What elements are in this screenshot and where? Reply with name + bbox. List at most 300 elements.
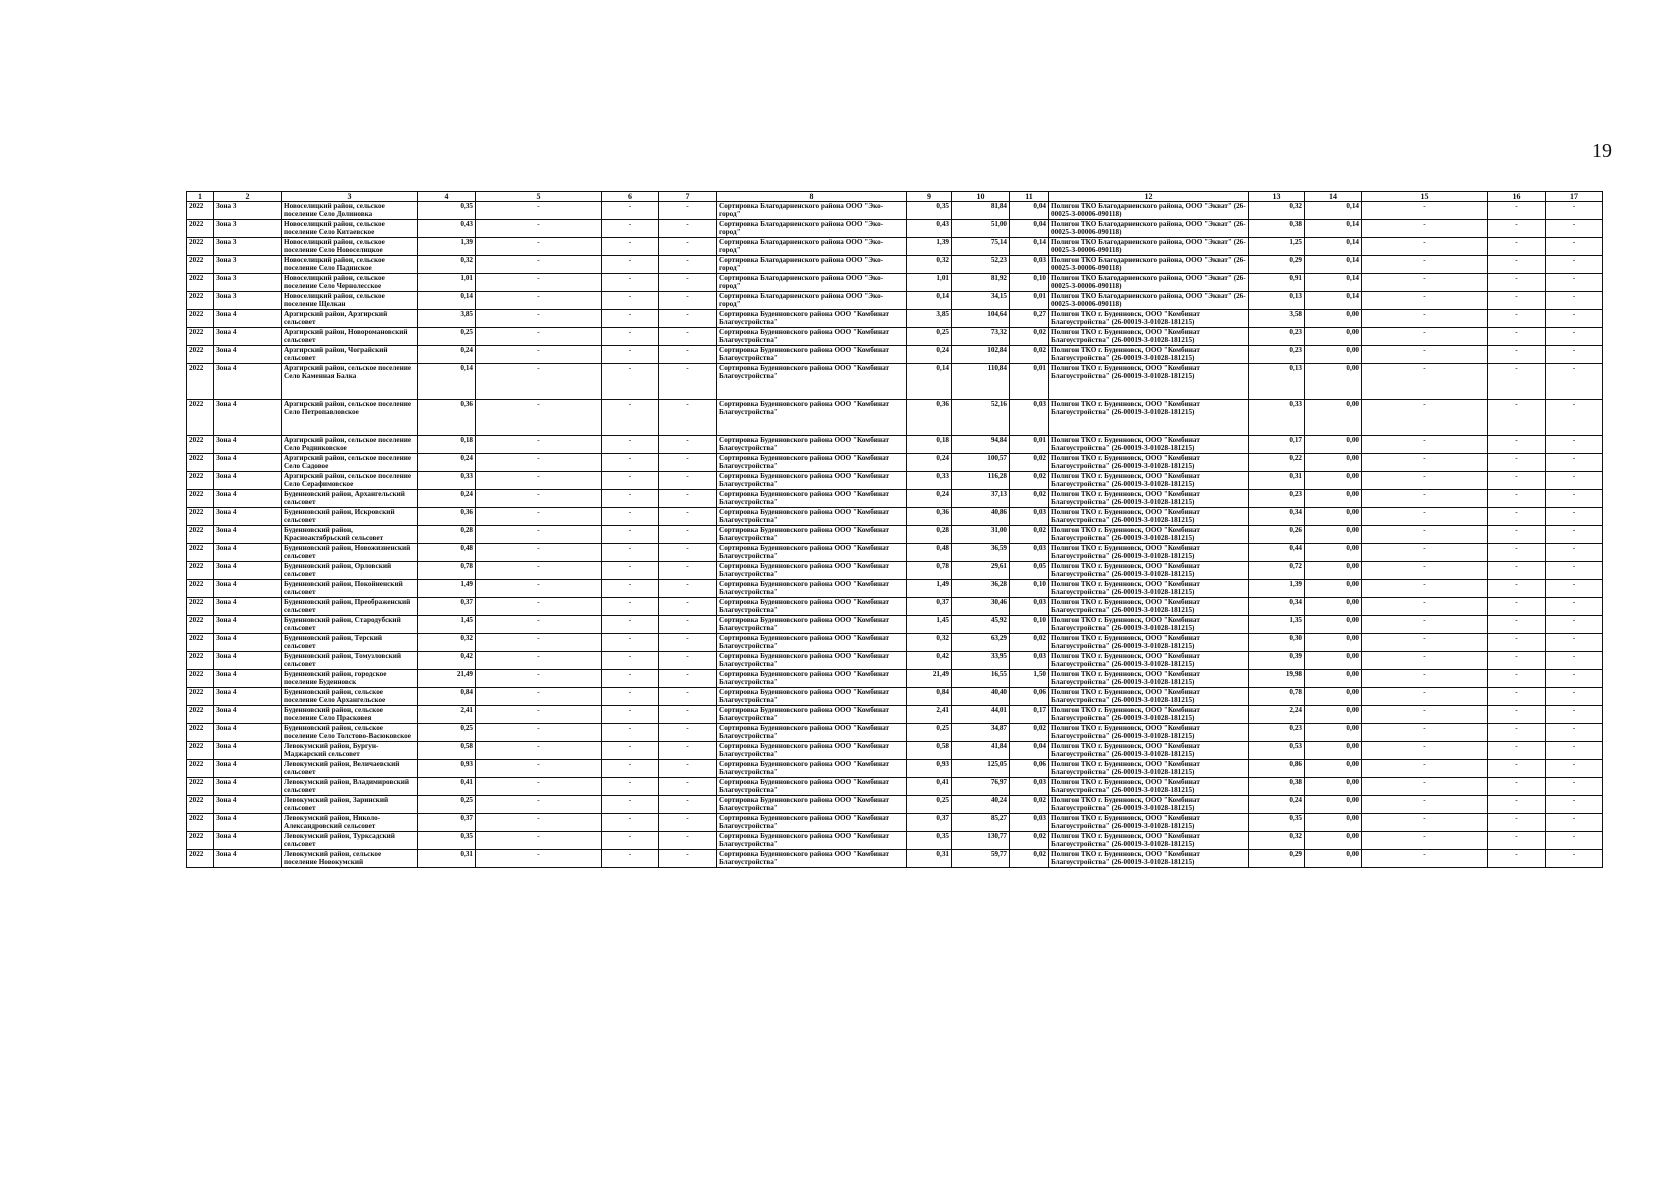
zone-cell: Зона 4 [214,616,282,634]
distance-cell: 37,13 [952,490,1010,508]
col5-cell: - [476,328,602,346]
zone-cell: Зона 4 [214,472,282,490]
column-header: 6 [602,192,659,202]
col5-cell: - [476,796,602,814]
col15-cell: - [1362,688,1488,706]
table-row [187,328,1603,346]
year-cell: 2022 [187,688,214,706]
col11-cell: 0,04 [1010,220,1049,238]
table-row [187,274,1603,292]
col14-cell: 0,00 [1305,724,1362,742]
distance-cell: 40,24 [952,796,1010,814]
col6-cell: - [602,274,659,292]
facility-cell: Сортировка Буденновского района ООО "Комбинат Благоустройства" [717,778,907,796]
col15-cell: - [1362,814,1488,832]
territory-cell: Буденновский район, Покойненский сельсовет [282,580,418,598]
volume-cell: 0,48 [418,544,476,562]
processed-cell: 1,39 [907,238,952,256]
column-header: 4 [418,192,476,202]
col11-cell: 0,10 [1010,616,1049,634]
zone-cell: Зона 3 [214,274,282,292]
territory-cell: Буденновский район, Преображенский сельсовет [282,598,418,616]
facility-cell: Сортировка Буденновского района ООО "Комбинат Благоустройства" [717,544,907,562]
page-number: 19 [1592,140,1612,162]
zone-cell: Зона 4 [214,688,282,706]
col5-cell: - [476,634,602,652]
col17-cell: - [1546,670,1603,688]
col15-cell: - [1362,454,1488,472]
col13-cell: 0,22 [1249,454,1305,472]
col15-cell: - [1362,562,1488,580]
col6-cell: - [602,670,659,688]
col13-cell: 1,35 [1249,616,1305,634]
table-row [187,292,1603,310]
col5-cell: - [476,256,602,274]
col11-cell: 0,02 [1010,850,1049,868]
column-header: 7 [659,192,717,202]
col5-cell: - [476,850,602,868]
col7-cell: - [659,814,717,832]
year-cell: 2022 [187,328,214,346]
volume-cell: 0,58 [418,742,476,760]
facility-cell: Сортировка Буденновского района ООО "Комбинат Благоустройства" [717,508,907,526]
landfill-cell: Полигон ТКО г. Буденновск, ООО "Комбинат Благоустройства" (26-00019-З-01028-181215) [1049,544,1249,562]
zone-cell: Зона 4 [214,508,282,526]
col14-cell: 0,00 [1305,796,1362,814]
year-cell: 2022 [187,436,214,454]
col5-cell: - [476,832,602,850]
facility-cell: Сортировка Буденновского района ООО "Комбинат Благоустройства" [717,364,907,400]
col5-cell: - [476,670,602,688]
territory-cell: Буденновский район, Искровский сельсовет [282,508,418,526]
column-header: 15 [1362,192,1488,202]
col17-cell: - [1546,202,1603,220]
col11-cell: 0,03 [1010,598,1049,616]
col13-cell: 0,29 [1249,850,1305,868]
col16-cell: - [1488,778,1546,796]
col14-cell: 0,14 [1305,256,1362,274]
col13-cell: 0,23 [1249,724,1305,742]
col14-cell: 0,00 [1305,526,1362,544]
facility-cell: Сортировка Буденновского района ООО "Комбинат Благоустройства" [717,850,907,868]
col14-cell: 0,00 [1305,562,1362,580]
col16-cell: - [1488,814,1546,832]
volume-cell: 3,85 [418,310,476,328]
col14-cell: 0,00 [1305,400,1362,436]
col6-cell: - [602,472,659,490]
table-row [187,310,1603,328]
year-cell: 2022 [187,346,214,364]
col6-cell: - [602,706,659,724]
col6-cell: - [602,346,659,364]
facility-cell: Сортировка Благодарненского района ООО "Эко-город" [717,274,907,292]
col7-cell: - [659,526,717,544]
col13-cell: 0,38 [1249,220,1305,238]
processed-cell: 0,32 [907,256,952,274]
distance-cell: 94,84 [952,436,1010,454]
table-row [187,508,1603,526]
col13-cell: 0,38 [1249,778,1305,796]
landfill-cell: Полигон ТКО г. Буденновск, ООО "Комбинат Благоустройства" (26-00019-З-01028-181215) [1049,580,1249,598]
territory-cell: Арзгирский район, сельское поселение Село Серафимовское [282,472,418,490]
processed-cell: 0,41 [907,778,952,796]
col13-cell: 0,86 [1249,760,1305,778]
col16-cell: - [1488,634,1546,652]
col11-cell: 0,03 [1010,508,1049,526]
col13-cell: 0,30 [1249,634,1305,652]
year-cell: 2022 [187,526,214,544]
col11-cell: 0,03 [1010,400,1049,436]
landfill-cell: Полигон ТКО г. Буденновск, ООО "Комбинат Благоустройства" (26-00019-З-01028-181215) [1049,832,1249,850]
territory-cell: Левокумский район, Николо-Александровский сельсовет [282,814,418,832]
processed-cell: 0,33 [907,472,952,490]
column-header: 8 [717,192,907,202]
col14-cell: 0,00 [1305,508,1362,526]
col14-cell: 0,00 [1305,328,1362,346]
zone-cell: Зона 3 [214,292,282,310]
col7-cell: - [659,634,717,652]
col17-cell: - [1546,292,1603,310]
col7-cell: - [659,598,717,616]
col5-cell: - [476,760,602,778]
processed-cell: 0,43 [907,220,952,238]
volume-cell: 0,24 [418,454,476,472]
col5-cell: - [476,220,602,238]
table-row [187,238,1603,256]
zone-cell: Зона 3 [214,202,282,220]
col5-cell: - [476,490,602,508]
year-cell: 2022 [187,454,214,472]
col17-cell: - [1546,742,1603,760]
col6-cell: - [602,508,659,526]
col15-cell: - [1362,346,1488,364]
zone-cell: Зона 4 [214,436,282,454]
landfill-cell: Полигон ТКО г. Буденновск, ООО "Комбинат Благоустройства" (26-00019-З-01028-181215) [1049,634,1249,652]
year-cell: 2022 [187,832,214,850]
year-cell: 2022 [187,814,214,832]
col7-cell: - [659,400,717,436]
col11-cell: 0,01 [1010,292,1049,310]
year-cell: 2022 [187,220,214,238]
processed-cell: 0,25 [907,328,952,346]
year-cell: 2022 [187,238,214,256]
table-row [187,616,1603,634]
col16-cell: - [1488,364,1546,400]
col15-cell: - [1362,634,1488,652]
col6-cell: - [602,364,659,400]
landfill-cell: Полигон ТКО Благодарненского района, ООО "Экват" (26-00025-З-00006-090118) [1049,202,1249,220]
volume-cell: 0,35 [418,202,476,220]
landfill-cell: Полигон ТКО г. Буденновск, ООО "Комбинат Благоустройства" (26-00019-З-01028-181215) [1049,742,1249,760]
col16-cell: - [1488,850,1546,868]
col6-cell: - [602,220,659,238]
col7-cell: - [659,562,717,580]
territory-cell: Новоселицкий район, сельское поселение Село Долиновка [282,202,418,220]
col7-cell: - [659,454,717,472]
col11-cell: 0,02 [1010,796,1049,814]
territory-cell: Буденновский район, сельское поселение Село Толстово-Васюковское [282,724,418,742]
facility-cell: Сортировка Буденновского района ООО "Комбинат Благоустройства" [717,454,907,472]
col5-cell: - [476,742,602,760]
table-row [187,652,1603,670]
col16-cell: - [1488,616,1546,634]
col13-cell: 0,23 [1249,346,1305,364]
zone-cell: Зона 4 [214,400,282,436]
processed-cell: 0,48 [907,544,952,562]
col7-cell: - [659,706,717,724]
year-cell: 2022 [187,544,214,562]
col13-cell: 2,24 [1249,706,1305,724]
year-cell: 2022 [187,706,214,724]
col15-cell: - [1362,274,1488,292]
volume-cell: 0,24 [418,346,476,364]
year-cell: 2022 [187,364,214,400]
distance-cell: 102,84 [952,346,1010,364]
col14-cell: 0,00 [1305,850,1362,868]
col16-cell: - [1488,832,1546,850]
col5-cell: - [476,526,602,544]
territory-cell: Новоселицкий район, сельское поселение Село Новоселицкое [282,238,418,256]
processed-cell: 0,32 [907,634,952,652]
col6-cell: - [602,616,659,634]
landfill-cell: Полигон ТКО г. Буденновск, ООО "Комбинат Благоустройства" (26-00019-З-01028-181215) [1049,472,1249,490]
territory-cell: Левокумский район, сельское поселение Новокумский [282,850,418,868]
processed-cell: 0,24 [907,490,952,508]
col13-cell: 0,35 [1249,814,1305,832]
table-row [187,562,1603,580]
col7-cell: - [659,292,717,310]
col14-cell: 0,00 [1305,364,1362,400]
distance-cell: 34,87 [952,724,1010,742]
col6-cell: - [602,328,659,346]
zone-cell: Зона 4 [214,454,282,472]
col17-cell: - [1546,832,1603,850]
processed-cell: 0,14 [907,364,952,400]
distance-cell: 34,15 [952,292,1010,310]
year-cell: 2022 [187,598,214,616]
year-cell: 2022 [187,742,214,760]
volume-cell: 0,14 [418,364,476,400]
processed-cell: 0,93 [907,760,952,778]
col15-cell: - [1362,760,1488,778]
year-cell: 2022 [187,580,214,598]
processed-cell: 1,49 [907,580,952,598]
col16-cell: - [1488,526,1546,544]
col14-cell: 0,14 [1305,292,1362,310]
col14-cell: 0,00 [1305,580,1362,598]
col11-cell: 0,03 [1010,814,1049,832]
table-row [187,490,1603,508]
table-row [187,724,1603,742]
col16-cell: - [1488,472,1546,490]
landfill-cell: Полигон ТКО г. Буденновск, ООО "Комбинат Благоустройства" (26-00019-З-01028-181215) [1049,346,1249,364]
col16-cell: - [1488,346,1546,364]
landfill-cell: Полигон ТКО г. Буденновск, ООО "Комбинат Благоустройства" (26-00019-З-01028-181215) [1049,400,1249,436]
volume-cell: 0,36 [418,508,476,526]
col13-cell: 0,32 [1249,832,1305,850]
year-cell: 2022 [187,490,214,508]
col16-cell: - [1488,562,1546,580]
volume-cell: 0,41 [418,778,476,796]
volume-cell: 0,35 [418,832,476,850]
landfill-cell: Полигон ТКО г. Буденновск, ООО "Комбинат Благоустройства" (26-00019-З-01028-181215) [1049,814,1249,832]
volume-cell: 0,18 [418,436,476,454]
volume-cell: 2,41 [418,706,476,724]
col7-cell: - [659,778,717,796]
col15-cell: - [1362,220,1488,238]
year-cell: 2022 [187,400,214,436]
col16-cell: - [1488,436,1546,454]
zone-cell: Зона 4 [214,706,282,724]
col17-cell: - [1546,526,1603,544]
processed-cell: 0,28 [907,526,952,544]
col15-cell: - [1362,436,1488,454]
zone-cell: Зона 4 [214,526,282,544]
col11-cell: 1,50 [1010,670,1049,688]
territory-cell: Буденновский район, Новожизненский сельсовет [282,544,418,562]
col6-cell: - [602,652,659,670]
col15-cell: - [1362,580,1488,598]
landfill-cell: Полигон ТКО г. Буденновск, ООО "Комбинат Благоустройства" (26-00019-З-01028-181215) [1049,454,1249,472]
column-header: 17 [1546,192,1603,202]
facility-cell: Сортировка Буденновского района ООО "Комбинат Благоустройства" [717,400,907,436]
processed-cell: 0,18 [907,436,952,454]
processed-cell: 0,37 [907,598,952,616]
facility-cell: Сортировка Буденновского района ООО "Комбинат Благоустройства" [717,346,907,364]
territory-cell: Левокумский район, Турксадский сельсовет [282,832,418,850]
zone-cell: Зона 4 [214,598,282,616]
year-cell: 2022 [187,256,214,274]
table-row [187,814,1603,832]
col7-cell: - [659,544,717,562]
territory-cell: Буденновский район, Томузловский сельсовет [282,652,418,670]
distance-cell: 116,28 [952,472,1010,490]
table-row [187,598,1603,616]
col14-cell: 0,00 [1305,472,1362,490]
col14-cell: 0,00 [1305,544,1362,562]
territory-cell: Буденновский район, Терский сельсовет [282,634,418,652]
distance-cell: 29,61 [952,562,1010,580]
territory-cell: Буденновский район, Орловский сельсовет [282,562,418,580]
zone-cell: Зона 4 [214,580,282,598]
col17-cell: - [1546,562,1603,580]
col7-cell: - [659,688,717,706]
facility-cell: Сортировка Буденновского района ООО "Комбинат Благоустройства" [717,598,907,616]
table-row [187,634,1603,652]
zone-cell: Зона 4 [214,760,282,778]
zone-cell: Зона 4 [214,310,282,328]
distance-cell: 76,97 [952,778,1010,796]
territory-cell: Левокумский район, Величаевский сельсовет [282,760,418,778]
processed-cell: 2,41 [907,706,952,724]
col5-cell: - [476,508,602,526]
landfill-cell: Полигон ТКО г. Буденновск, ООО "Комбинат Благоустройства" (26-00019-З-01028-181215) [1049,796,1249,814]
col17-cell: - [1546,490,1603,508]
col15-cell: - [1362,490,1488,508]
col15-cell: - [1362,310,1488,328]
territory-cell: Арзгирский район, сельское поселение Село Петропавловское [282,400,418,436]
col7-cell: - [659,670,717,688]
col6-cell: - [602,796,659,814]
col15-cell: - [1362,598,1488,616]
col5-cell: - [476,454,602,472]
landfill-cell: Полигон ТКО г. Буденновск, ООО "Комбинат Благоустройства" (26-00019-З-01028-181215) [1049,562,1249,580]
col6-cell: - [602,238,659,256]
col5-cell: - [476,580,602,598]
col11-cell: 0,10 [1010,580,1049,598]
table-row [187,256,1603,274]
processed-cell: 0,31 [907,850,952,868]
year-cell: 2022 [187,616,214,634]
distance-cell: 100,57 [952,454,1010,472]
col5-cell: - [476,778,602,796]
year-cell: 2022 [187,274,214,292]
table-row [187,202,1603,220]
territory-cell: Буденновский район, городское поселение Буденновск [282,670,418,688]
col11-cell: 0,06 [1010,760,1049,778]
table-row [187,544,1603,562]
col17-cell: - [1546,850,1603,868]
column-number-row [187,192,1603,202]
col11-cell: 0,03 [1010,544,1049,562]
landfill-cell: Полигон ТКО г. Буденновск, ООО "Комбинат Благоустройства" (26-00019-З-01028-181215) [1049,490,1249,508]
volume-cell: 0,37 [418,814,476,832]
col7-cell: - [659,436,717,454]
col16-cell: - [1488,202,1546,220]
year-cell: 2022 [187,652,214,670]
volume-cell: 0,24 [418,490,476,508]
zone-cell: Зона 4 [214,796,282,814]
col15-cell: - [1362,724,1488,742]
landfill-cell: Полигон ТКО г. Буденновск, ООО "Комбинат Благоустройства" (26-00019-З-01028-181215) [1049,688,1249,706]
col16-cell: - [1488,706,1546,724]
col5-cell: - [476,706,602,724]
col11-cell: 0,02 [1010,490,1049,508]
zone-cell: Зона 4 [214,544,282,562]
processed-cell: 1,45 [907,616,952,634]
landfill-cell: Полигон ТКО г. Буденновск, ООО "Комбинат Благоустройства" (26-00019-З-01028-181215) [1049,670,1249,688]
col17-cell: - [1546,724,1603,742]
col14-cell: 0,14 [1305,274,1362,292]
processed-cell: 0,25 [907,724,952,742]
facility-cell: Сортировка Буденновского района ООО "Комбинат Благоустройства" [717,526,907,544]
year-cell: 2022 [187,472,214,490]
col17-cell: - [1546,616,1603,634]
volume-cell: 21,49 [418,670,476,688]
year-cell: 2022 [187,202,214,220]
distance-cell: 110,84 [952,364,1010,400]
col7-cell: - [659,508,717,526]
table-row [187,526,1603,544]
col6-cell: - [602,544,659,562]
col14-cell: 0,00 [1305,814,1362,832]
table-row [187,580,1603,598]
col14-cell: 0,00 [1305,598,1362,616]
landfill-cell: Полигон ТКО Благодарненского района, ООО "Экват" (26-00025-З-00006-090118) [1049,274,1249,292]
year-cell: 2022 [187,850,214,868]
col13-cell: 0,34 [1249,598,1305,616]
volume-cell: 1,49 [418,580,476,598]
col14-cell: 0,00 [1305,688,1362,706]
col15-cell: - [1362,652,1488,670]
distance-cell: 125,05 [952,760,1010,778]
territory-cell: Буденновский район, сельское поселение Село Прасковея [282,706,418,724]
processed-cell: 0,37 [907,814,952,832]
col11-cell: 0,10 [1010,274,1049,292]
facility-cell: Сортировка Буденновского района ООО "Комбинат Благоустройства" [717,652,907,670]
col15-cell: - [1362,616,1488,634]
col16-cell: - [1488,274,1546,292]
